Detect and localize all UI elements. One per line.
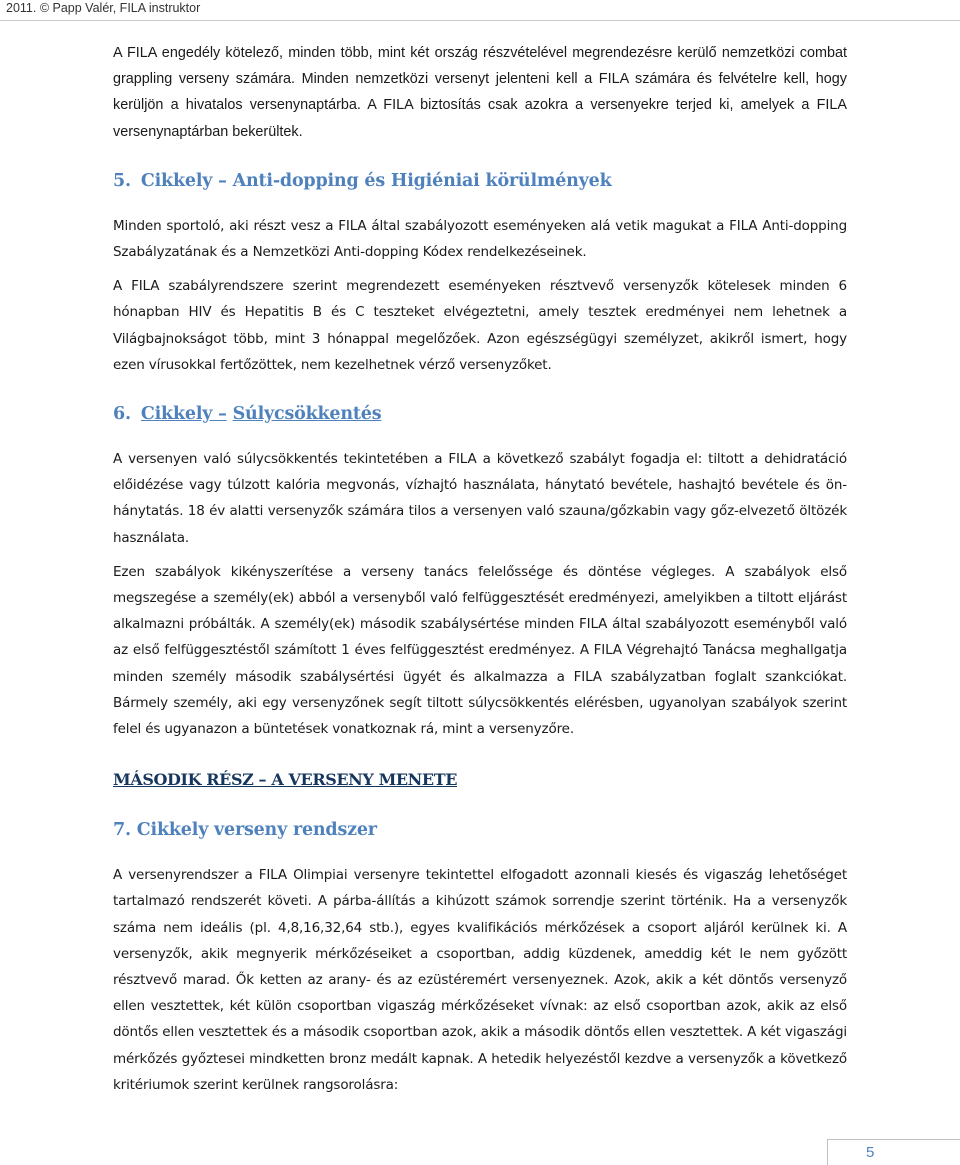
section-7-heading (113, 818, 847, 842)
section-6-number: 6. (113, 404, 131, 425)
section-5-title-rest: Anti-dopping és Higiéniai körülmények (232, 170, 612, 191)
section-7-paragraph-1: A versenyrendszer a FILA Olimpiai versenyre tekintettel elfogadott azonnali kiesés és vigaszág lehetőséget tartalmazó rendszerét követi. A párba-állítás a kihúzott számok sorrendje szerint történik. Ha a versenyzők száma nem ideális (pl. 4,8,16,32,64 stb.), egyes kvalifikációs mérkőzések a csoport aljáról kerülnek ki. A versenyzők, akik megnyerik mérkőzéseiket a csoportban, addig küzdenek, ameddig két le nem győzött résztvevő marad. Ők ketten az arany- és az ezüstéremért versenyeznek. Azok, akik a két döntős versenyző ellen vesztettek, két külön csoportban vigaszág mérkőzéseket vívnak: az első csoportban azok, akik az első döntős ellen vesztettek és a második csoportban azok, akik a második döntős ellen vesztettek. A két vigaszági mérkőzés győztesei mindketten bronz medált kapnak. A hetedik helyezéstől kezdve a versenyzők a következő kritériumok szerint kerülnek rangsorolásra: (113, 867, 847, 1093)
page-footer (827, 1139, 960, 1165)
section-6-paragraph-1: A versenyen való súlycsökkentés tekintetében a FILA a következő szabályt fogadja el: tiltott a dehidratáció előidézése vagy túlzott kalória megvonás, vízhajtó használata, hánytató bevétele, hashajtó bevétele és ön-hánytatás. 18 év alatti versenyzők számára tilos a versenyen való szauna/gőzkabin vagy gőz-elvezető öltözék használata. (113, 451, 847, 546)
section-5-number: 5. (113, 170, 131, 191)
document-body (113, 40, 847, 1098)
section-7-number: 7. (113, 820, 131, 841)
part-two-heading: MÁSODIK RÉSZ – A VERSENY MENETE (113, 770, 458, 790)
section-6-heading (113, 402, 847, 426)
section-6-title-rest: Súlycsökkentés (232, 404, 382, 425)
section-6-title-prefix: Cikkely – (140, 404, 227, 425)
intro-paragraph: A FILA engedély kötelező, minden több, mint két ország részvételével megrendezésre kerülő nemzetközi combat grappling verseny számára. Minden nemzetközi versenyt jelenteni kell a FILA számára és felvételre kell, hogy kerüljön a hivatalos versenynaptárba. A FILA biztosítás csak azokra a versenyekre terjed ki, amelyek a FILA versenynaptárban bekerültek. (113, 45, 847, 140)
section-6-paragraph-2: Ezen szabályok kikényszerítése a verseny tanács felelőssége és döntése végleges. A szabályok első megszegése a személy(ek) abból a versenyből való felfüggesztését eredményezi, amelyikben a tiltott eljárást alkalmazni próbálták. A személy(ek) második szabálysértése minden FILA által szabályozott eseményből való az első felfüggesztéstől számított 1 éves felfüggesztést eredményez. A FILA Végrehajtó Tanácsa meghallgatja minden személy második szabálysértési ügyét és alkalmazza a FILA szabályzatban foglalt szankciókat. Bármely személy, aki egy versenyzőnek segít tiltott súlycsökkentés elérésben, ugyanolyan szabályok szerint felel és ugyanazon a büntetések vonatkoznak rá, mint a versenyzőre. (113, 563, 847, 738)
section-5-title-prefix: Cikkely – (140, 170, 227, 191)
section-5-heading (113, 169, 847, 193)
section-7-title: Cikkely verseny rendszer (136, 820, 377, 841)
header-text: 2011. © Papp Valér, FILA instruktor (6, 1, 201, 15)
page-header (0, 0, 960, 21)
section-5-paragraph-2: A FILA szabályrendszere szerint megrendezett eseményeken résztvevő versenyzők kötelesek minden 6 hónapban HIV és Hepatitis B és C teszteket elvégeztetni, amely tesztek eredményei nem lehetnek a Világbajnokságot több, mint 3 hónappal megelőzőek. Azon egészségügyi személyzet, akikről ismert, hogy ezen vírusokkal fertőzöttek, nem kezelhetnek vérző versenyzőket. (113, 278, 847, 373)
section-5-paragraph-1: Minden sportoló, aki részt vesz a FILA által szabályozott eseményeken alá vetik magukat a FILA Anti-dopping Szabályzatának és a Nemzetközi Anti-dopping Kódex rendelkezéseinek. (113, 217, 847, 261)
page-number: 5 (866, 1144, 875, 1161)
